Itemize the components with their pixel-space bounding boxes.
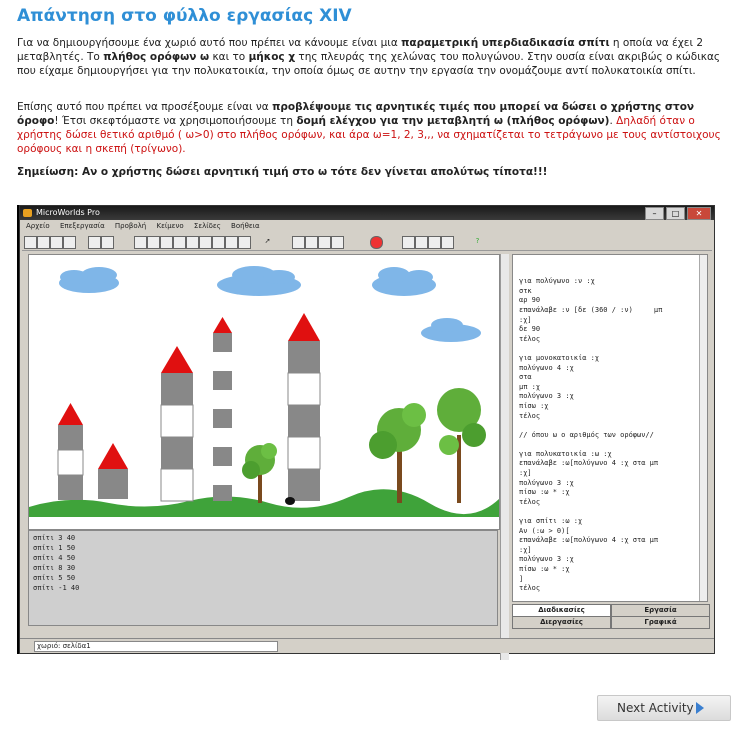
status-bar: [20, 638, 714, 653]
menu-bar: [20, 220, 714, 232]
button-tool-icon[interactable]: [160, 236, 173, 249]
next-activity-button[interactable]: [597, 695, 731, 721]
command-center[interactable]: [28, 530, 498, 626]
cloud-icon: [59, 267, 119, 293]
video-icon[interactable]: [225, 236, 238, 249]
help-icon[interactable]: ?: [475, 237, 480, 245]
house-8-floors: [213, 317, 232, 501]
menu-pages[interactable]: Σελίδες: [193, 222, 221, 230]
page-next-icon[interactable]: [101, 236, 114, 249]
house-3-floors: [58, 403, 83, 500]
magic-wand-icon[interactable]: [402, 236, 415, 249]
close-button[interactable]: ✕: [687, 207, 711, 220]
toolbar: [22, 234, 712, 251]
turtle-icon[interactable]: [134, 236, 147, 249]
music-icon[interactable]: [199, 236, 212, 249]
note-paragraph: Σημείωση: Αν ο χρήστης δώσει αρνητική τιμή στο ω τότε δεν γίνεται απολύτως τίποτα!!!: [17, 166, 548, 178]
copy-icon[interactable]: [415, 236, 428, 249]
cloud-icon: [217, 266, 301, 296]
tree-icon: [437, 388, 486, 503]
arrow-right-icon: [696, 702, 704, 714]
eye-icon[interactable]: [292, 236, 305, 249]
procedures-scrollbar[interactable]: [699, 255, 707, 601]
sound-icon[interactable]: [212, 236, 225, 249]
tab-project[interactable]: Εργασία: [611, 604, 710, 617]
tree-icon: [369, 403, 426, 503]
pointer-icon[interactable]: ➚: [264, 237, 271, 245]
menu-edit[interactable]: Επεξεργασία: [59, 222, 105, 230]
negative-values-paragraph: Επίσης αυτό που πρέπει να προσέξουμε είναι να προβλέψουμε τις αρνητικές τιμές που μπορεί να δώσει ο χρήστης στον όροφο! Έτσι σκεφτόμαστε να χρησιμοποιήσουμε τη δομή ελέγχου για την μεταβλητή ω (πλήθος ορόφων). Δηλαδή όταν ο χρήστης δώσει θετικό αριθμό ( ω>0) στο πλήθος ορόφων, και άρα ω=1, 2, 3,,, να σχηματίζεται το τετράγωνο με τους αντίστοιχους ορόφους και η σκεπή (τρίγωνο).: [17, 101, 721, 155]
menu-text[interactable]: Κείμενο: [156, 222, 184, 230]
turtle-icon: [285, 497, 295, 505]
print-icon[interactable]: [63, 236, 76, 249]
status-page-field: χωριό: σελίδα1: [34, 641, 278, 652]
cloud-icon: [421, 318, 481, 342]
cloud-icon: [372, 267, 436, 296]
next-activity-label: Next Activity: [617, 701, 694, 715]
explanation-red-text: Δηλαδή όταν ο χρήστης δώσει θετικό αριθμό ( ω>0) στο πλήθος ορόφων, και άρα ω=1, 2, 3,,, να σχηματίζεται το τετράγωνο με τους αντίστοιχους ορόφους και η σκεπή (τρίγωνο).: [17, 115, 721, 155]
page-title: Απάντηση στο φύλλο εργασίας XIV: [17, 6, 352, 26]
command-line: σπίτι 3 40: [33, 534, 76, 542]
command-line: σπίτι 5 50: [33, 574, 76, 582]
house-5-floors: [288, 313, 320, 501]
open-file-icon[interactable]: [37, 236, 50, 249]
tab-procedures[interactable]: Διαδικασίες: [512, 604, 611, 617]
menu-view[interactable]: Προβολή: [114, 222, 147, 230]
scissors-icon[interactable]: [305, 236, 318, 249]
intro-paragraph: Για να δημιουργήσουμε ένα χωριό αυτό που πρέπει να κάνουμε είναι μια παραμετρική υπερδιαδικασία σπίτι η οποία να έχει 2 μεταβλητές. Το πλήθος ορόφων ω και το μήκος χ της πλευράς της χελώνας του πολυγώνου. Στην ουσία είναι ακριβώς ο κώδικας που είχαμε δημιουργήσει για την πολυκατοικία, την οποία όμως σε αυτην την εργασία την ονομάζουμε αντί πολυκατοικία σπίτι.: [17, 37, 721, 77]
house-4-floors: [161, 346, 193, 501]
menu-file[interactable]: Αρχείο: [26, 222, 50, 230]
tab-graphics[interactable]: Γραφικά: [611, 616, 710, 629]
paste-icon[interactable]: [428, 236, 441, 249]
globe-icon[interactable]: [238, 236, 251, 249]
tree-icon: [242, 443, 277, 503]
procedures-pane[interactable]: [512, 254, 708, 602]
command-line: σπίτι 8 30: [33, 564, 76, 572]
zoom-out-icon[interactable]: [331, 236, 344, 249]
new-file-icon[interactable]: [24, 236, 37, 249]
app-window: [19, 205, 715, 654]
maximize-button[interactable]: □: [666, 207, 685, 220]
save-icon[interactable]: [50, 236, 63, 249]
microworlds-screenshot: [17, 205, 715, 654]
minimize-button[interactable]: –: [645, 207, 664, 220]
slider-tool-icon[interactable]: [173, 236, 186, 249]
command-line: σπίτι -1 40: [33, 584, 80, 592]
zoom-in-icon[interactable]: [318, 236, 331, 249]
menu-help[interactable]: Βοήθεια: [231, 222, 260, 230]
stop-icon[interactable]: [370, 236, 383, 249]
text-box-icon[interactable]: [147, 236, 160, 249]
canvas-scrollbar[interactable]: [500, 254, 509, 660]
tab-processes[interactable]: Διεργασίες: [512, 616, 611, 629]
page-icon[interactable]: [88, 236, 101, 249]
village-drawing: [29, 255, 499, 529]
procedures-code: για πολύγωνο :ν :χ στκ αρ 90 επανάλαβε :ν [δε (360 / :ν) μπ :χ] δε 90 τέλος για μονοκατοικία :χ πολύγωνο 4 :χ στα μπ :χ πολύγωνο 3 :χ πίσω :χ τέλος // όπου ω ο αριθμός των ορόφων// για πολυκατοικία :ω :χ επανάλαβε :ω[πολύγωνο 4 :χ στα μπ :χ] πολύγωνο 3 :χ πίσω :ω * :χ τέλος για σπίτι :ω :χ Αν (:ω > 0)[ επανάλαβε :ω[πολύγωνο 4 :χ στα μπ :χ] πολύγωνο 3 :χ πίσω :ω * :χ ] τέλος: [519, 277, 663, 593]
pane-tabs: [512, 604, 708, 628]
window-titlebar: [20, 206, 714, 220]
app-icon: [23, 209, 32, 217]
paint-icon[interactable]: [186, 236, 199, 249]
drawing-canvas[interactable]: [28, 254, 500, 530]
command-line: σπίτι 1 50: [33, 544, 76, 552]
window-title: MicroWorlds Pro: [36, 208, 100, 217]
undo-icon[interactable]: [441, 236, 454, 249]
house-1-floor: [98, 443, 128, 499]
command-line: σπίτι 4 50: [33, 554, 76, 562]
